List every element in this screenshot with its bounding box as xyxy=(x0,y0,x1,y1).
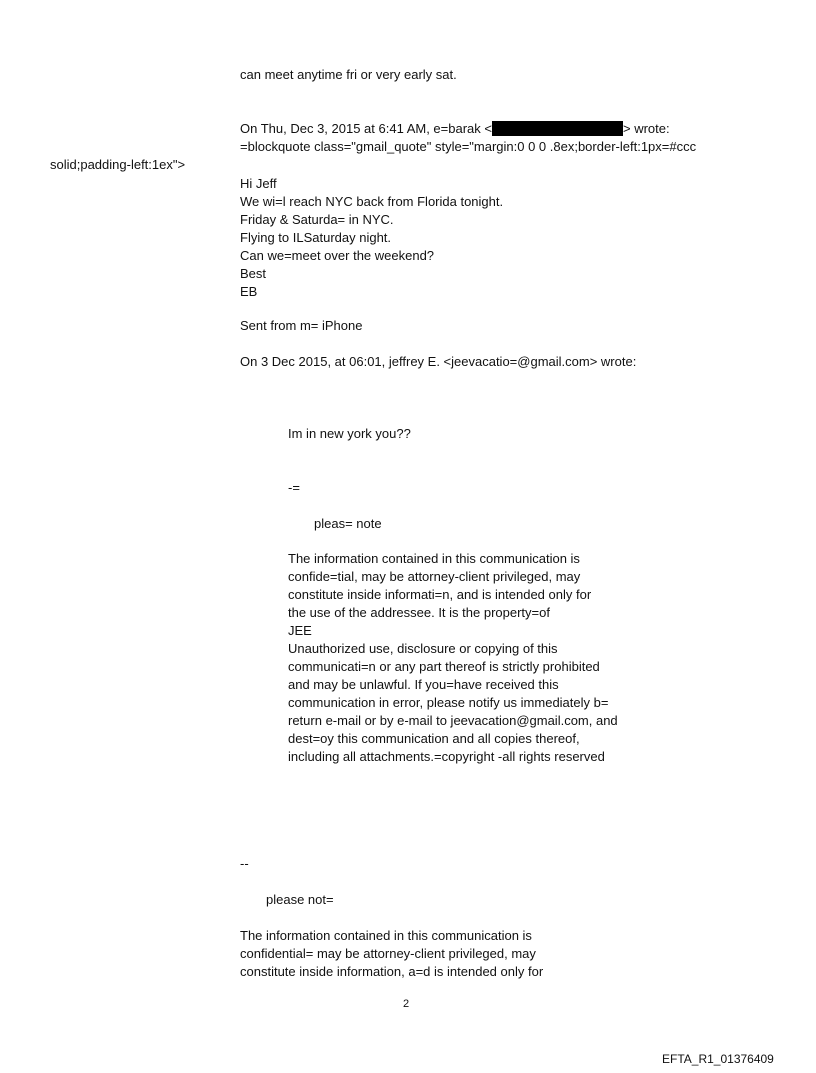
disclaimer-line: JEE xyxy=(288,623,312,638)
message-line: We wi=l reach NYC back from Florida tonight. xyxy=(240,194,504,209)
message-line: EB xyxy=(240,284,258,299)
message-line: Friday & Saturda= in NYC. xyxy=(240,212,394,227)
disclaimer-line: dest=oy this communication and all copies thereof, xyxy=(288,731,580,746)
blockquote-markup-line: =blockquote class="gmail_quote" style="margin:0 0 0 .8ex;border-left:1px=#ccc xyxy=(240,139,697,154)
message-line: Best xyxy=(240,266,267,281)
signature-separator-2: -- xyxy=(240,856,249,871)
redaction-bar xyxy=(492,121,623,136)
quote-header xyxy=(240,120,670,138)
disclaimer-line: The information contained in this communication is xyxy=(240,928,532,943)
jeffrey-quote-header: On 3 Dec 2015, at 06:01, jeffrey E. <jeevacatio=@gmail.com> wrote: xyxy=(240,354,637,369)
disclaimer-block xyxy=(288,550,618,766)
jeffrey-message: Im in new york you?? xyxy=(288,426,411,441)
disclaimer-line: return e-mail or by e-mail to jeevacation@gmail.com, and xyxy=(288,713,618,728)
disclaimer-line: communicati=n or any part thereof is strictly prohibited xyxy=(288,659,600,674)
message-line: Can we=meet over the weekend? xyxy=(240,248,435,263)
message-line: Flying to ILSaturday night. xyxy=(240,230,392,245)
disclaimer-line: including all attachments.=copyright -all rights reserved xyxy=(288,749,605,764)
disclaimer-block-2 xyxy=(240,927,543,981)
signature-separator: -= xyxy=(288,480,300,495)
disclaimer-line: confidential= may be attorney-client privileged, may xyxy=(240,946,536,961)
reply-line: can meet anytime fri or very early sat. xyxy=(240,67,457,82)
please-note-heading: pleas= note xyxy=(314,516,382,531)
quote-header-suffix: > wrote: xyxy=(622,121,670,136)
disclaimer-line: constitute inside information, a=d is intended only for xyxy=(240,964,544,979)
please-note-heading-2: please not= xyxy=(266,892,334,907)
blockquote-markup-continuation: solid;padding-left:1ex"> xyxy=(50,157,186,172)
document-id: EFTA_R1_01376409 xyxy=(662,1052,774,1066)
quote-header-prefix: On Thu, Dec 3, 2015 at 6:41 AM, e=barak < xyxy=(240,121,492,136)
barak-message xyxy=(240,175,503,301)
disclaimer-line: confide=tial, may be attorney-client privileged, may xyxy=(288,569,581,584)
disclaimer-line: communication in error, please notify us immediately b= xyxy=(288,695,609,710)
disclaimer-line: The information contained in this communication is xyxy=(288,551,580,566)
disclaimer-line: Unauthorized use, disclosure or copying of this xyxy=(288,641,558,656)
sent-from: Sent from m= iPhone xyxy=(240,318,363,333)
page-number: 2 xyxy=(403,998,410,1010)
disclaimer-line: and may be unlawful. If you=have received this xyxy=(288,677,559,692)
disclaimer-line: constitute inside informati=n, and is intended only for xyxy=(288,587,592,602)
disclaimer-line: the use of the addressee. It is the property=of xyxy=(288,605,550,620)
message-line: Hi Jeff xyxy=(240,176,277,191)
